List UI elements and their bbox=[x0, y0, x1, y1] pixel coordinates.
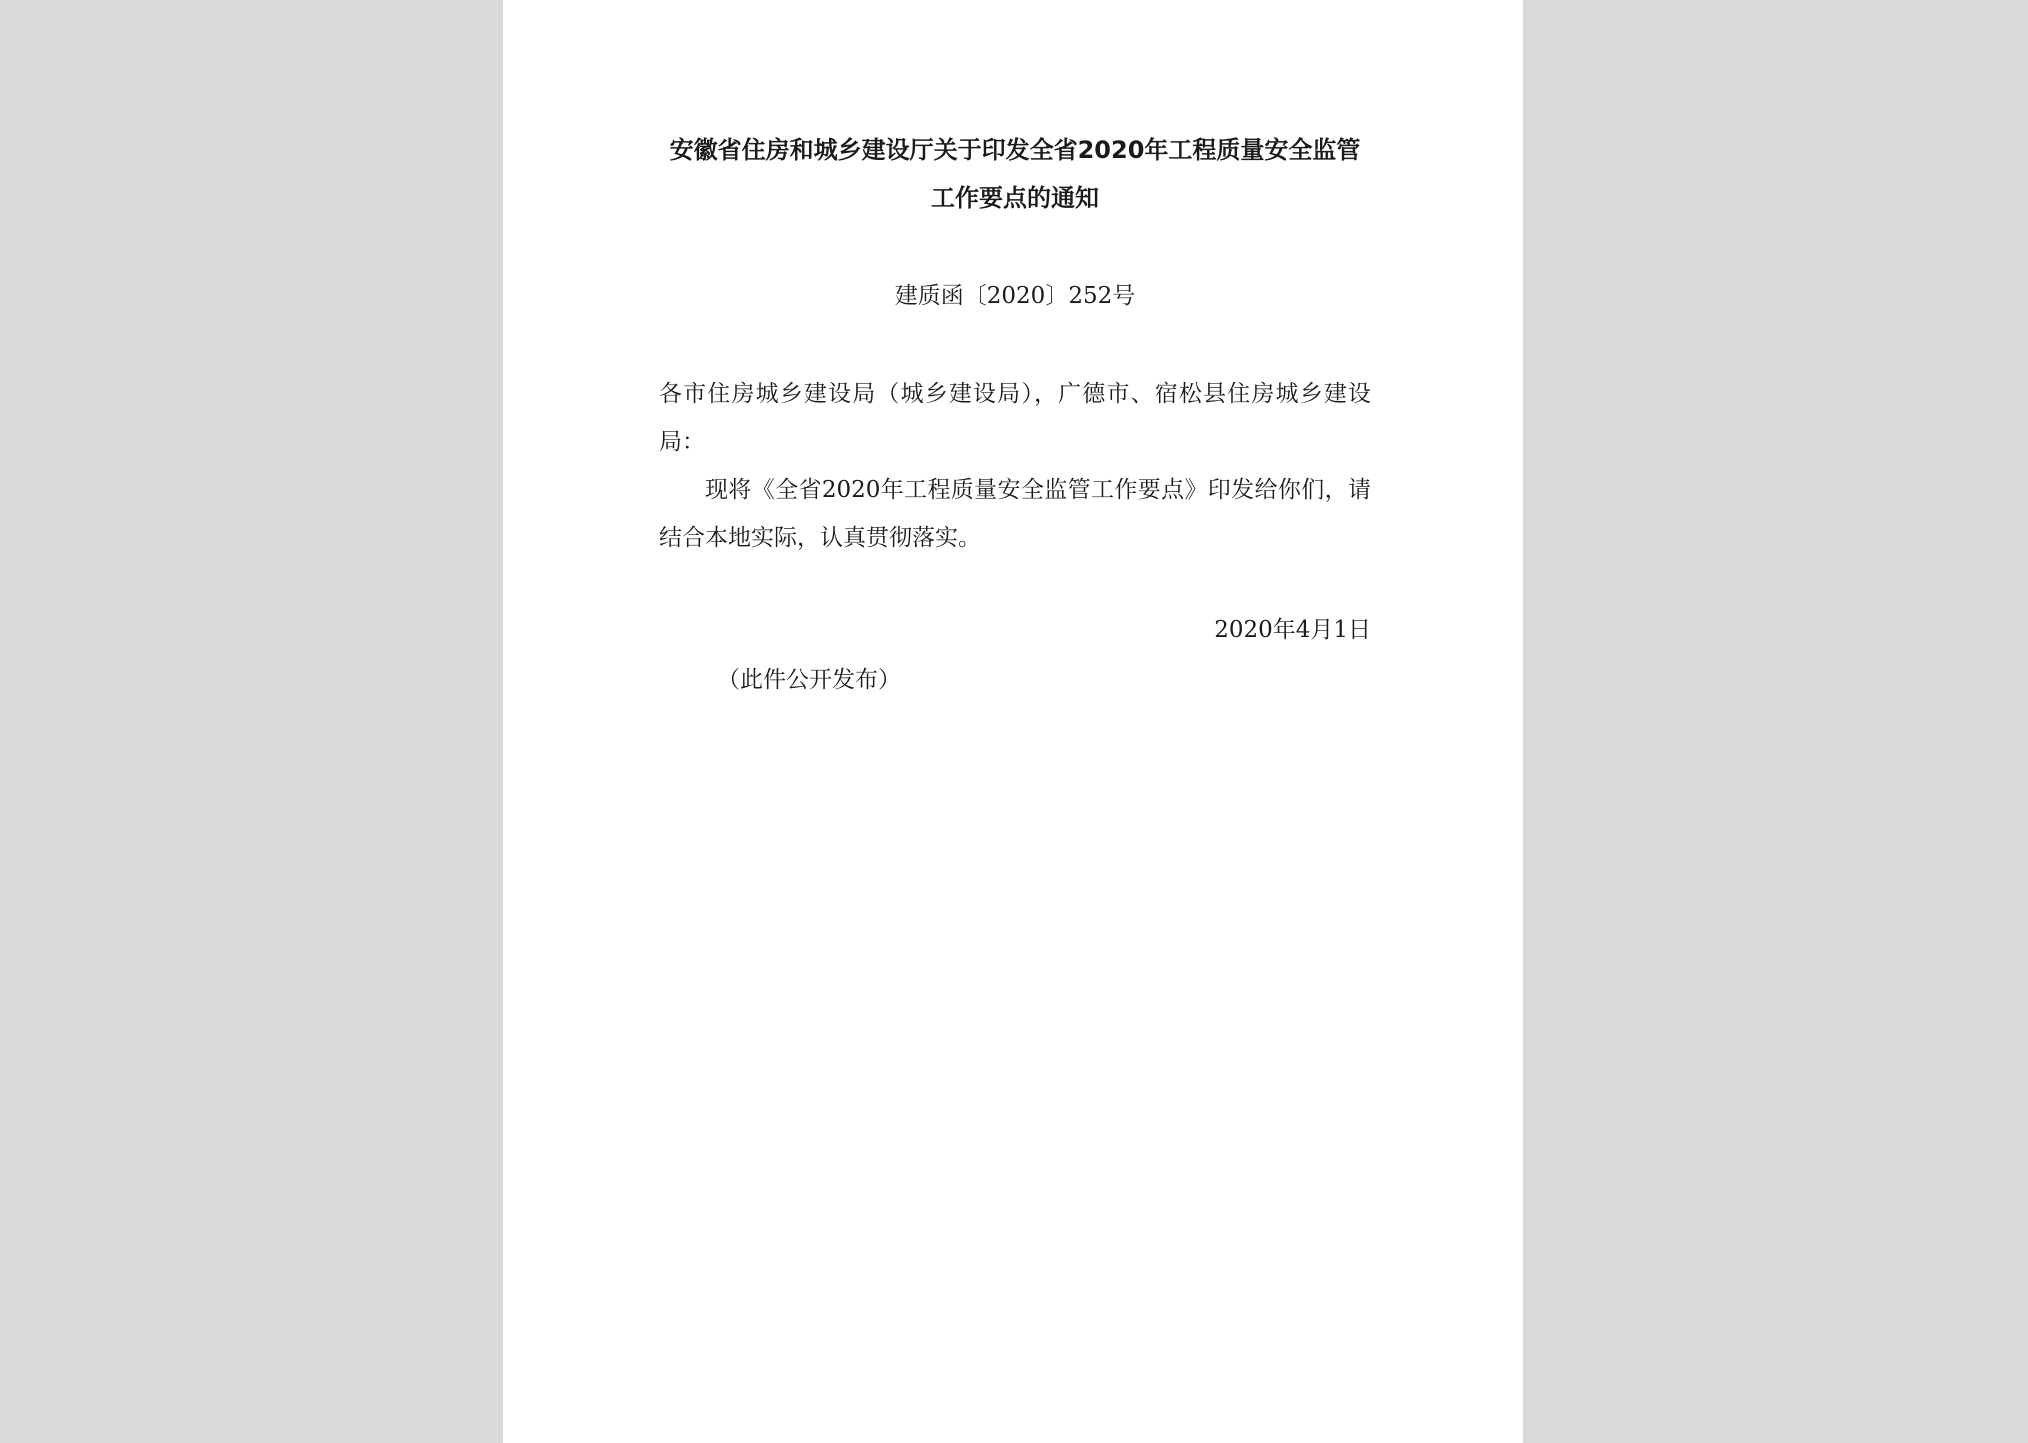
document-title: 安徽省住房和城乡建设厅关于印发全省2020年工程质量安全监管工作要点的通知 bbox=[669, 136, 1361, 212]
document-date: 2020年4月1日 bbox=[1214, 617, 1371, 643]
body-paragraph: 现将《全省2020年工程质量安全监管工作要点》印发给你们，请结合本地实际，认真贯彻落实。 bbox=[659, 477, 1371, 551]
recipients-line: 各市住房城乡建设局（城乡建设局），广德市、宿松县住房城乡建设局： bbox=[659, 381, 1371, 455]
document-body bbox=[659, 370, 1371, 562]
document-page bbox=[503, 0, 1523, 1443]
publication-note: （此件公开发布） bbox=[717, 667, 901, 693]
document-number: 建质函〔2020〕252号 bbox=[894, 283, 1136, 309]
